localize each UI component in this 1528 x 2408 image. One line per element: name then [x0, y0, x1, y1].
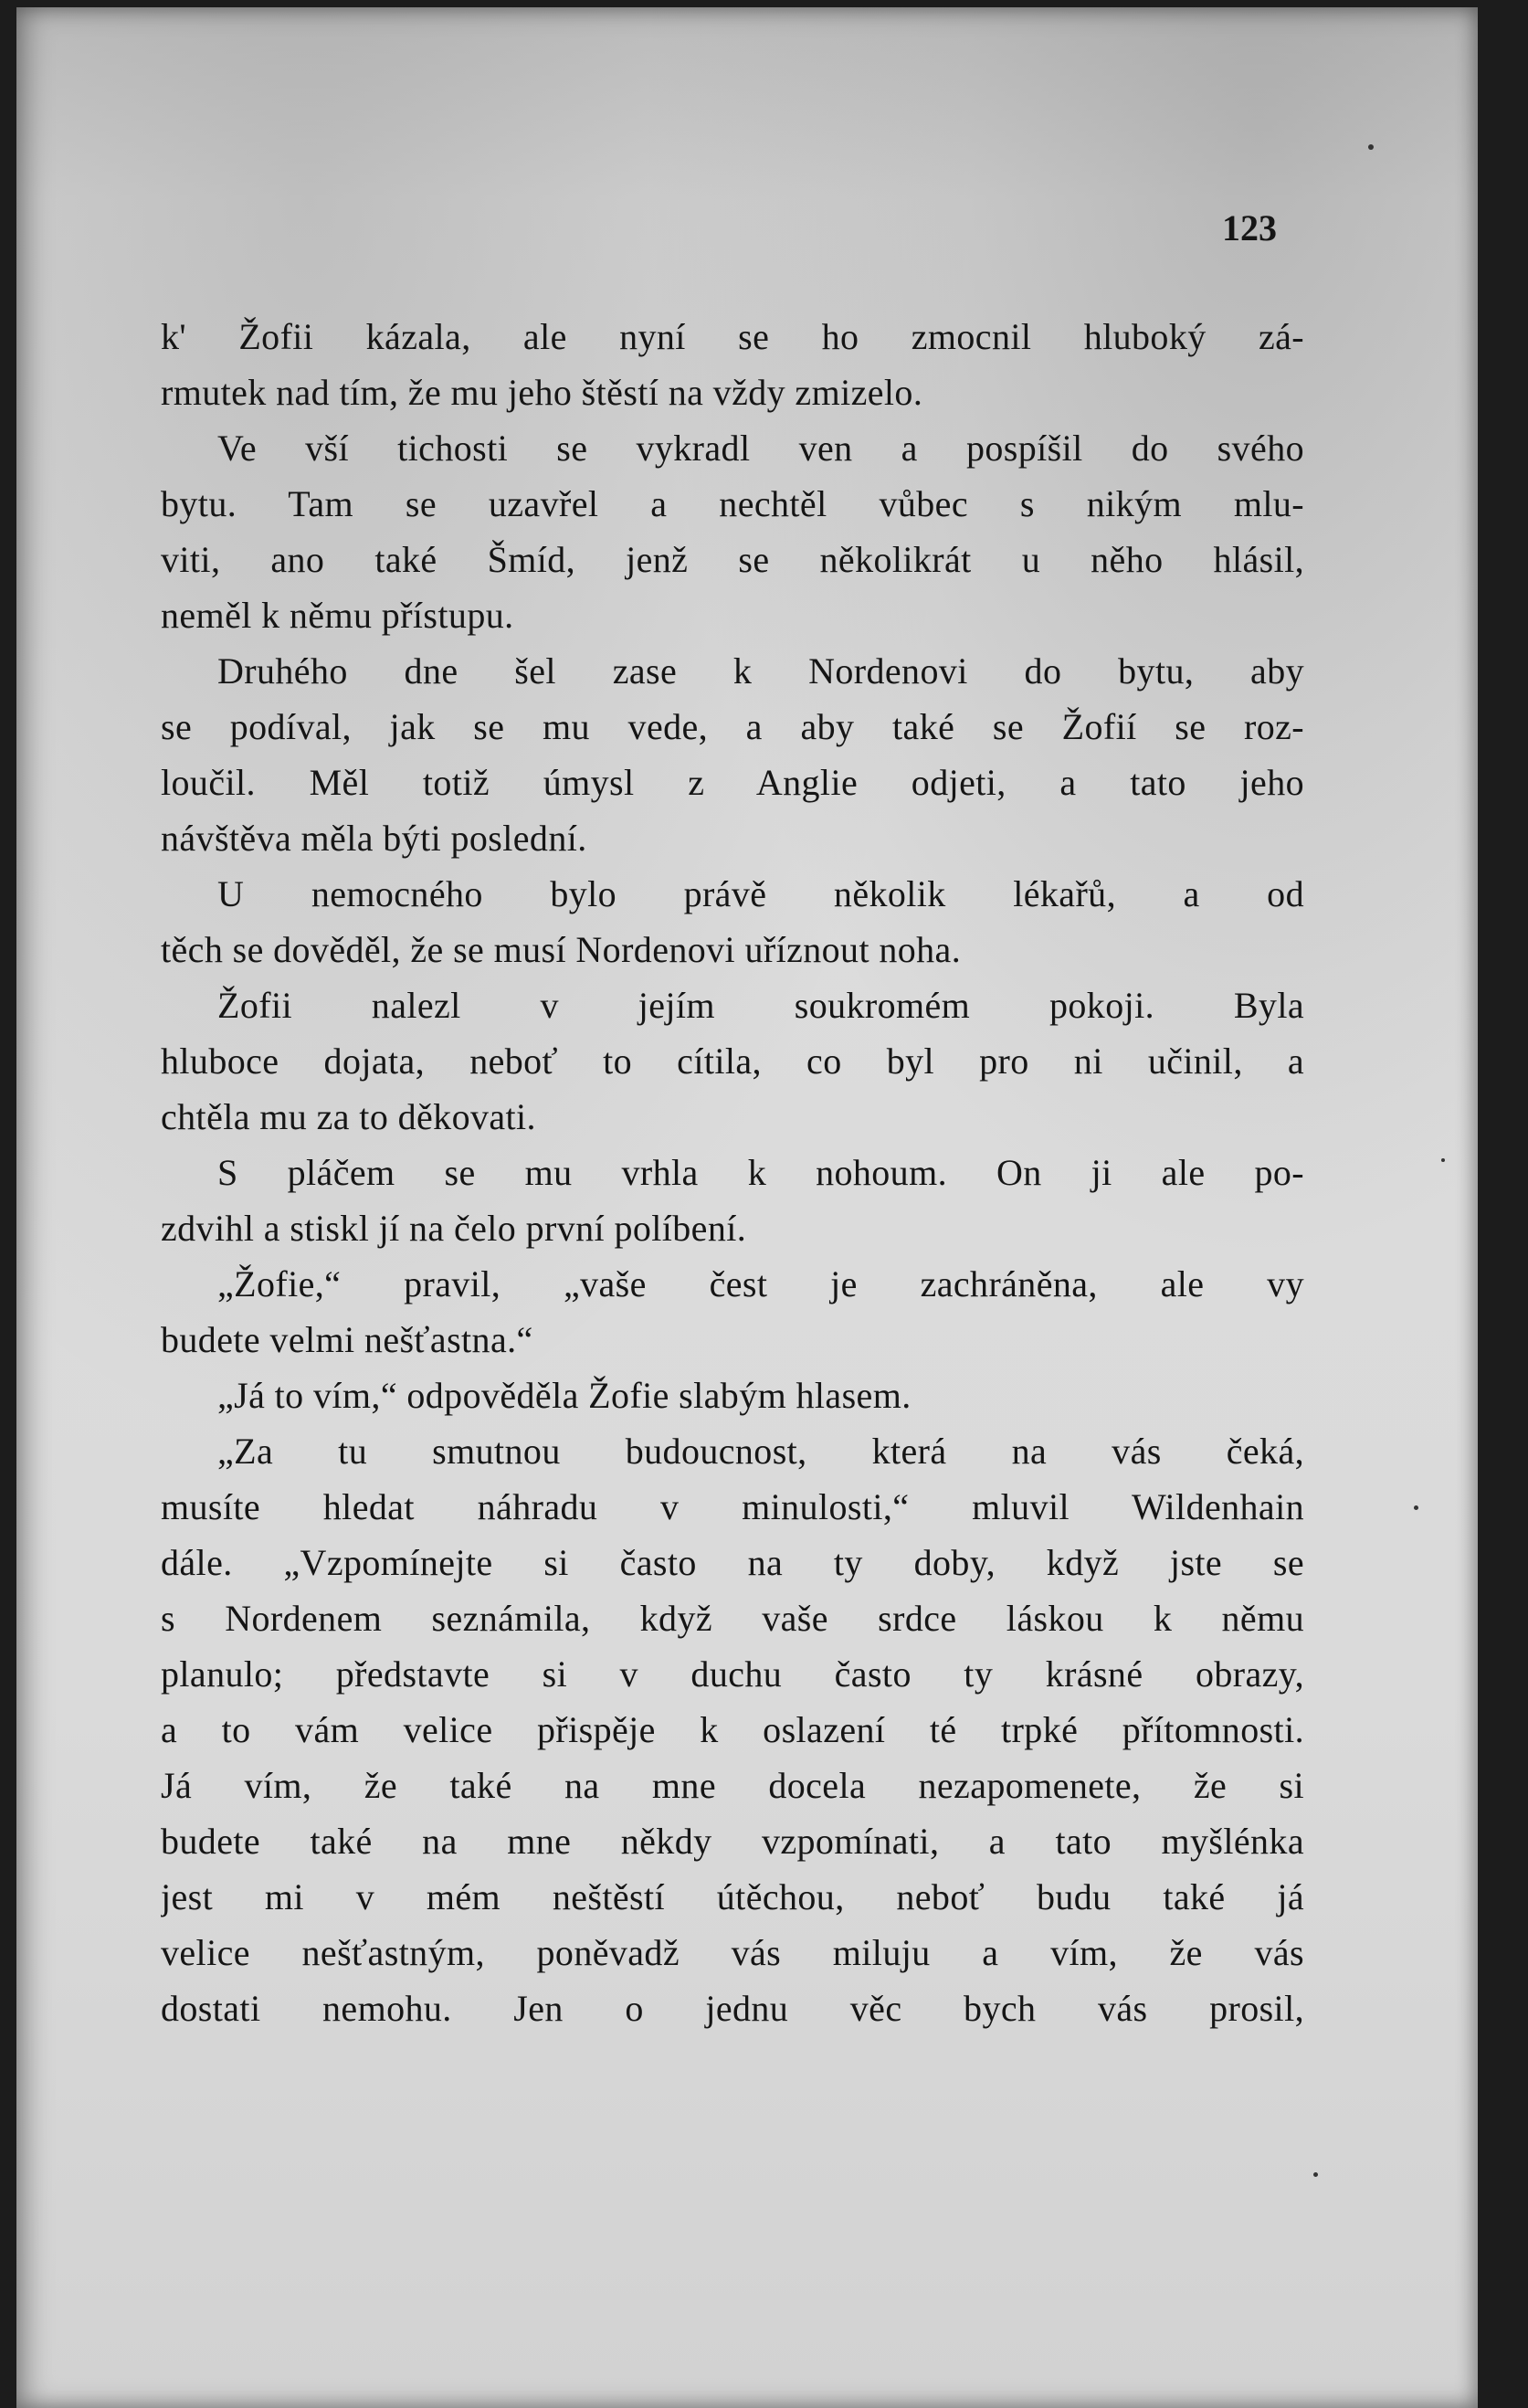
- text-line: viti, ano také Šmíd, jenž se několikrát u něho hlásil,: [161, 539, 1304, 580]
- text-line: dostati nemohu. Jen o jednu věc bych vás prosil,: [161, 1988, 1304, 2029]
- text-line: zdvihl a stiskl jí na čelo první políbení.: [161, 1208, 747, 1249]
- paragraph: [161, 1256, 1304, 1368]
- text-line: neměl k němu přístupu.: [161, 595, 514, 636]
- paragraph: [161, 309, 1304, 420]
- paragraph: [161, 1423, 1304, 2036]
- paragraph: [161, 643, 1304, 866]
- text-line: jest mi v mém neštěstí útěchou, neboť budu také já: [161, 1876, 1304, 1917]
- paragraph: [161, 866, 1304, 977]
- text-line: Ve vší tichosti se vykradl ven a pospíšil do svého: [217, 428, 1304, 469]
- text-line: S pláčem se mu vrhla k nohoum. On ji ale po-: [217, 1152, 1304, 1193]
- text-line: se podíval, jak se mu vede, a aby také se Žofií se roz-: [161, 706, 1304, 747]
- book-page: [16, 7, 1478, 2408]
- paragraph: [161, 977, 1304, 1145]
- text-line: rmutek nad tím, že mu jeho štěstí na vždy zmizelo.: [161, 372, 923, 413]
- paper-speck: [1414, 1505, 1418, 1510]
- text-line: dále. „Vzpomínejte si často na ty doby, když jste se: [161, 1542, 1304, 1583]
- text-line: planulo; představte si v duchu často ty krásné obrazy,: [161, 1653, 1304, 1695]
- text-line: loučil. Měl totiž úmysl z Anglie odjeti, a tato jeho: [161, 762, 1304, 803]
- text-line: budete velmi nešťastna.“: [161, 1319, 533, 1360]
- paper-speck: [1368, 144, 1374, 150]
- text-line: Žofii nalezl v jejím soukromém pokoji. Byla: [217, 985, 1304, 1026]
- text-line: hluboce dojata, neboť to cítila, co byl pro ni učinil, a: [161, 1040, 1304, 1082]
- paragraph: [161, 1145, 1304, 1256]
- text-line: bytu. Tam se uzavřel a nechtěl vůbec s nikým mlu-: [161, 483, 1304, 524]
- paragraph: [161, 1368, 1304, 1423]
- body-text: [161, 309, 1304, 2036]
- text-line: U nemocného bylo právě několik lékařů, a od: [217, 873, 1304, 914]
- text-line: Já vím, že také na mne docela nezapomenete, že si: [161, 1765, 1304, 1806]
- text-line: chtěla mu za to děkovati.: [161, 1096, 536, 1137]
- text-line: návštěva měla býti poslední.: [161, 818, 587, 859]
- text-line: „Já to vím,“ odpověděla Žofie slabým hlasem.: [217, 1375, 912, 1416]
- text-line: a to vám velice přispěje k oslazení té trpké přítomnosti.: [161, 1709, 1304, 1750]
- text-line: s Nordenem seznámila, když vaše srdce láskou k němu: [161, 1598, 1304, 1639]
- text-line: „Za tu smutnou budoucnost, která na vás čeká,: [217, 1431, 1304, 1472]
- text-line: budete také na mne někdy vzpomínati, a tato myšlénka: [161, 1821, 1304, 1862]
- paper-speck: [1313, 2172, 1318, 2177]
- paper-speck: [1441, 1158, 1445, 1162]
- text-line: těch se dověděl, že se musí Nordenovi uříznout noha.: [161, 929, 962, 970]
- text-line: musíte hledat náhradu v minulosti,“ mluvil Wildenhain: [161, 1486, 1304, 1527]
- text-line: velice nešťastným, poněvadž vás miluju a vím, že vás: [161, 1932, 1304, 1973]
- text-line: „Žofie,“ pravil, „vaše čest je zachráněna, ale vy: [217, 1263, 1304, 1304]
- paragraph: [161, 420, 1304, 643]
- text-line: Druhého dne šel zase k Nordenovi do bytu, aby: [217, 650, 1304, 692]
- text-line: k' Žofii kázala, ale nyní se ho zmocnil hluboký zá-: [161, 316, 1304, 357]
- page-number: 123: [1222, 207, 1277, 248]
